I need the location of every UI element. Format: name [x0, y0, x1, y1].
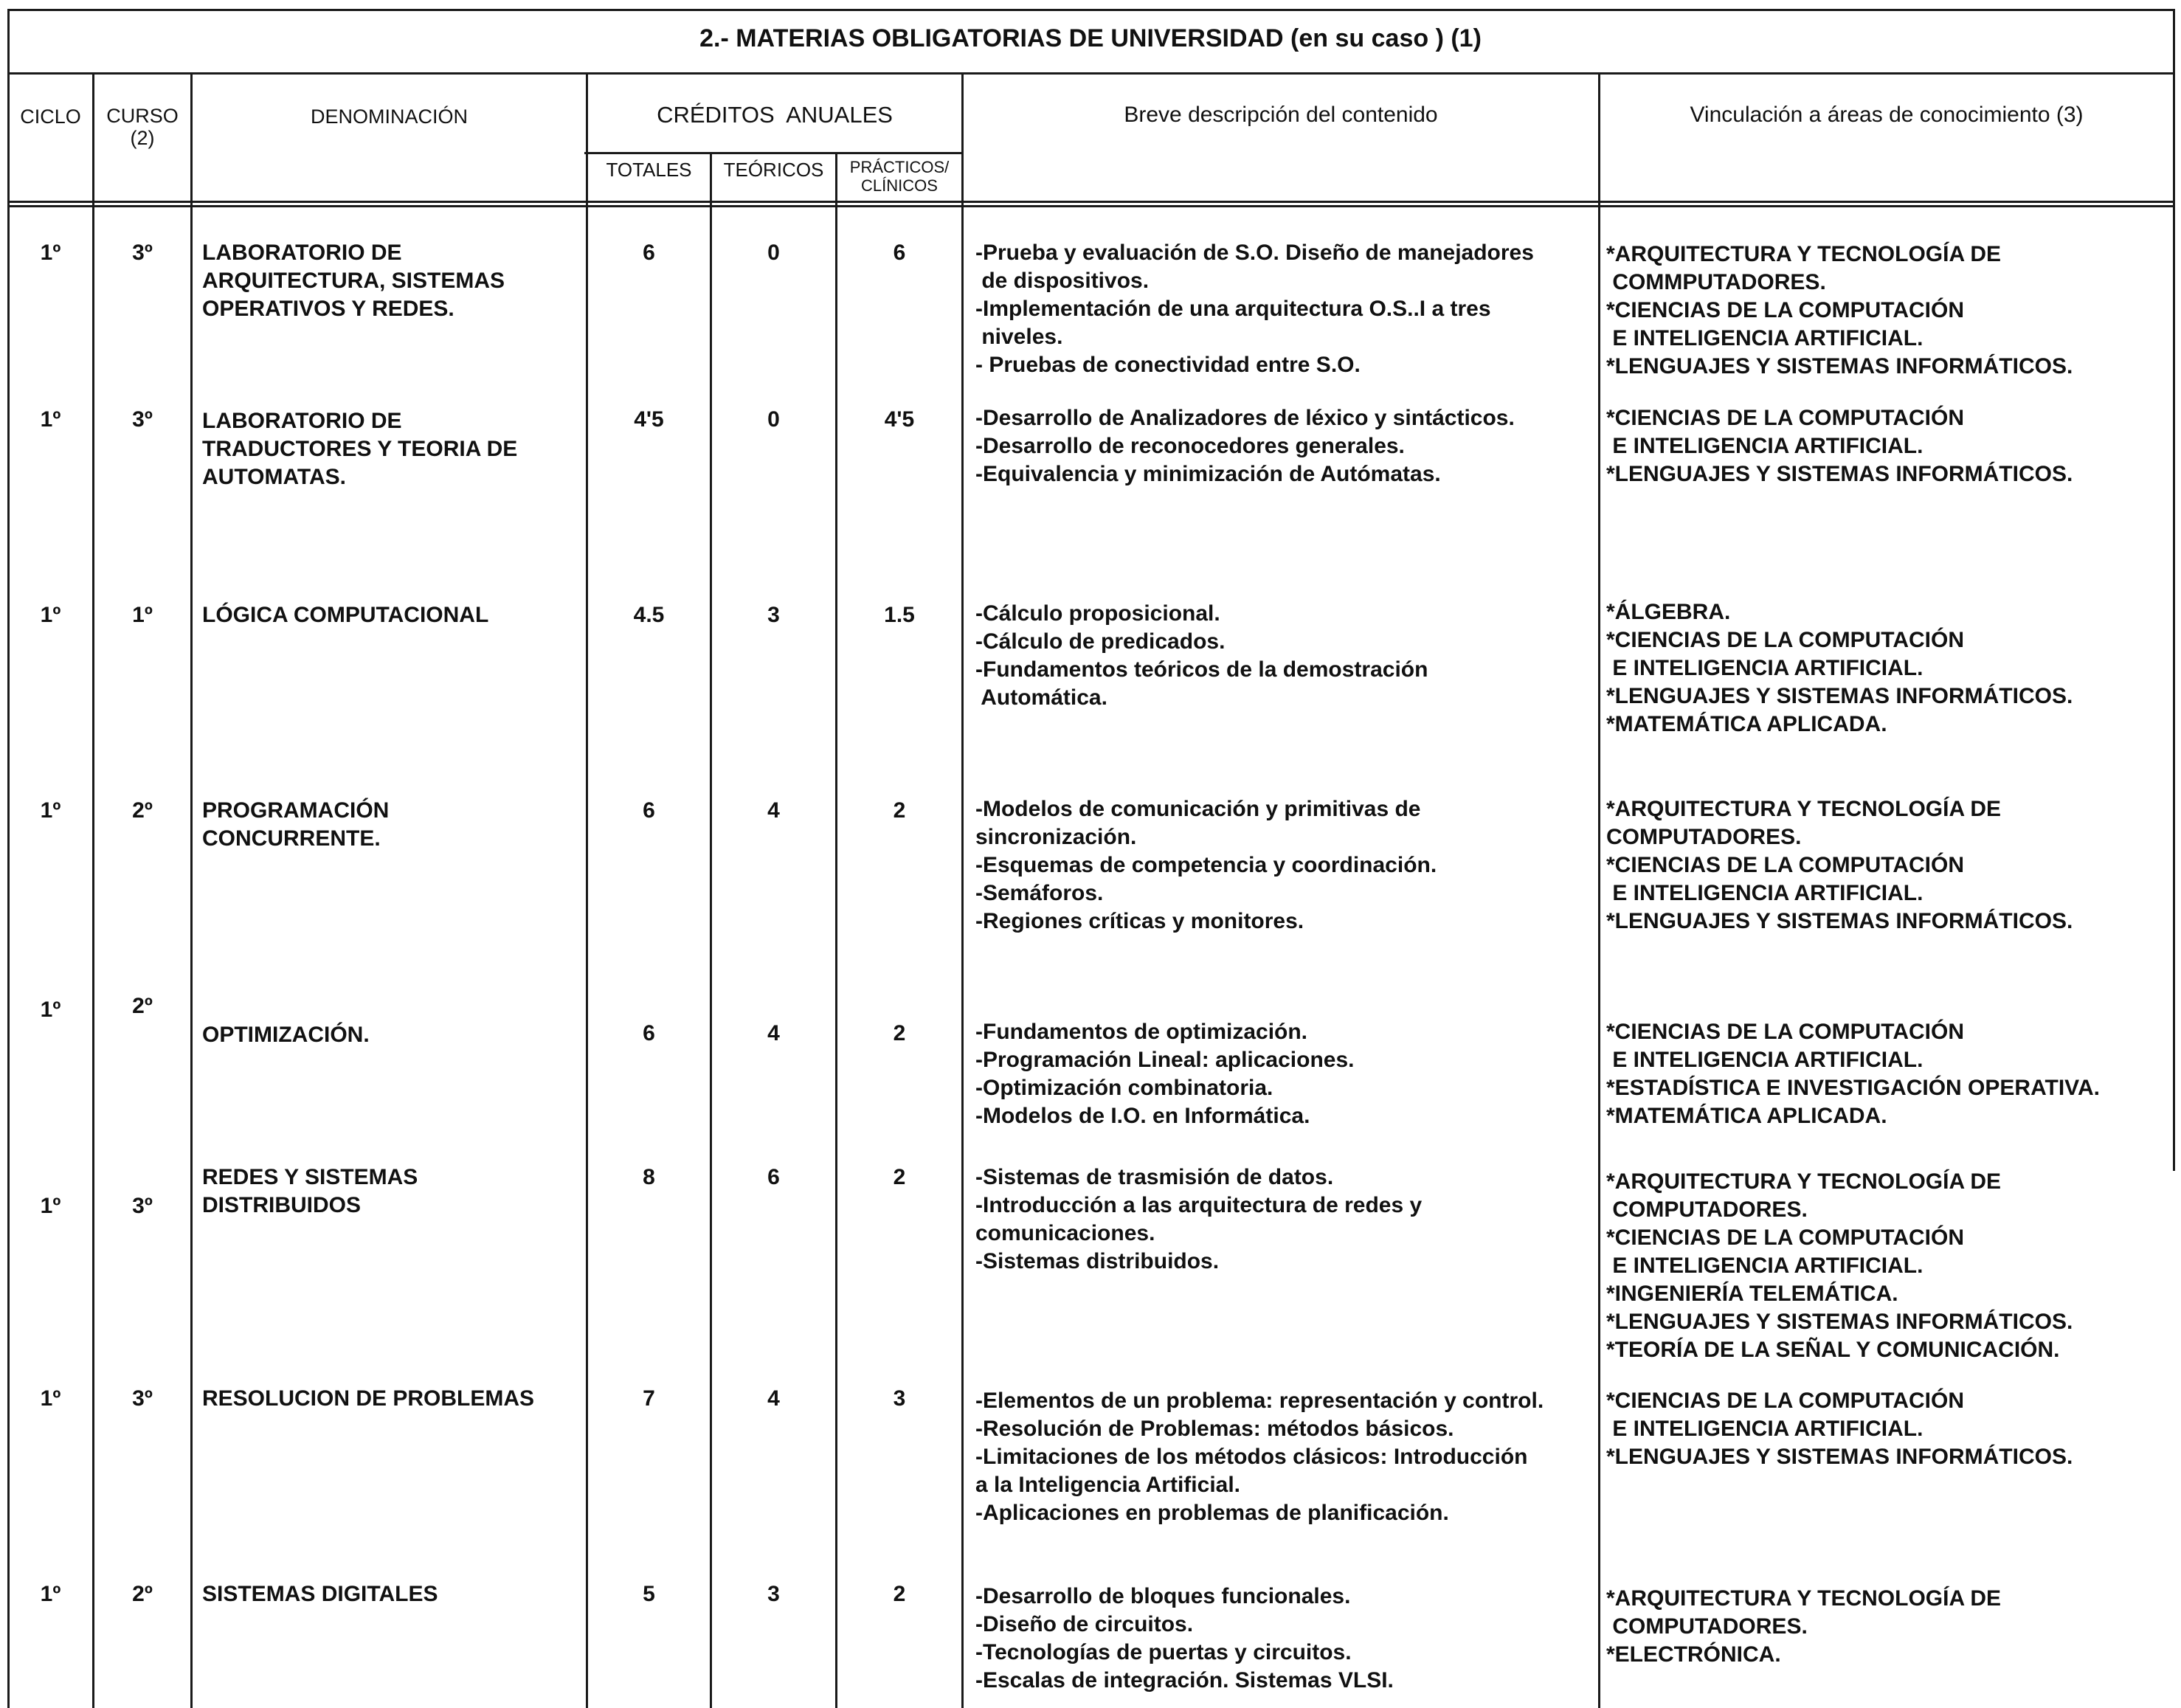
row-ciclo: 1º [40, 407, 61, 432]
header-descripcion: Breve descripción del contenido [1124, 103, 1438, 127]
row-totales: 6 [643, 1021, 655, 1045]
row-descripcion: -Cálculo proposicional. -Cálculo de predicados. -Fundamentos teóricos de la demostración Automática. [975, 601, 1428, 710]
col-divider-ciclo [92, 72, 94, 1708]
row-practicos: 2 [893, 1021, 906, 1045]
row-curso: 2º [132, 994, 153, 1018]
col-divider-practicos [961, 72, 964, 1708]
row-descripcion: -Desarrollo de Analizadores de léxico y sintácticos. -Desarrollo de reconocedores generales. -Equivalencia y minimización de Autómatas. [975, 406, 1515, 486]
row-practicos: 2 [893, 1582, 906, 1606]
row-denominacion: SISTEMAS DIGITALES [202, 1582, 438, 1606]
header-teoricos: TEÓRICOS [723, 159, 824, 181]
row-areas: *ARQUITECTURA Y TECNOLOGÍA DE COMPUTADORES. *CIENCIAS DE LA COMPUTACIÓN E INTELIGENCIA ARTIFICIAL. *LENGUAJES Y SISTEMAS INFORMÁTICOS. [1606, 797, 2073, 933]
row-teoricos: 6 [767, 1165, 780, 1189]
row-teoricos: 0 [767, 407, 780, 432]
row-teoricos: 4 [767, 1386, 780, 1411]
row-teoricos: 4 [767, 798, 780, 823]
col-divider-totales [710, 152, 712, 1708]
row-denominacion: PROGRAMACIÓN CONCURRENTE. [202, 798, 390, 851]
header-practicos: PRÁCTICOS/ CLÍNICOS [849, 158, 950, 195]
header-creditos-anuales: CRÉDITOS ANUALES [657, 102, 893, 128]
header-denominacion: DENOMINACIÓN [310, 106, 468, 128]
right-border [2173, 9, 2175, 1171]
row-curso: 3º [132, 241, 153, 265]
row-ciclo: 1º [40, 603, 61, 627]
row-areas: *CIENCIAS DE LA COMPUTACIÓN E INTELIGENCIA ARTIFICIAL. *LENGUAJES Y SISTEMAS INFORMÁTICOS. [1606, 1389, 2073, 1469]
row-descripcion: -Desarrollo de bloques funcionales. -Diseño de circuitos. -Tecnologías de puertas y circuitos. -Escalas de integración. Sistemas VLSI. [975, 1584, 1394, 1693]
row-areas: *ÁLGEBRA. *CIENCIAS DE LA COMPUTACIÓN E INTELIGENCIA ARTIFICIAL. *LENGUAJES Y SISTEMAS INFORMÁTICOS. *MATEMÁTICA APLICADA. [1606, 600, 2073, 736]
row-denominacion: REDES Y SISTEMAS DISTRIBUIDOS [202, 1165, 418, 1217]
row-areas: *ARQUITECTURA Y TECNOLOGÍA DE COMPUTADORES. *ELECTRÓNICA. [1606, 1586, 2002, 1667]
row-teoricos: 0 [767, 241, 780, 265]
row-curso: 2º [132, 798, 153, 823]
row-areas: *CIENCIAS DE LA COMPUTACIÓN E INTELIGENCIA ARTIFICIAL. *LENGUAJES Y SISTEMAS INFORMÁTICOS. [1606, 406, 2073, 486]
col-divider-descripcion [1598, 72, 1600, 1708]
row-totales: 4'5 [634, 407, 664, 432]
row-descripcion: -Fundamentos de optimización. -Programación Lineal: aplicaciones. -Optimización combinatoria. -Modelos de I.O. en Informática. [975, 1020, 1355, 1128]
row-totales: 8 [643, 1165, 655, 1189]
row-ciclo: 1º [40, 1386, 61, 1411]
row-denominacion: OPTIMIZACIÓN. [202, 1023, 370, 1047]
row-curso: 3º [132, 1194, 153, 1218]
header-bottom-border [7, 201, 2175, 203]
row-ciclo: 1º [40, 1194, 61, 1218]
row-denominacion: LABORATORIO DE ARQUITECTURA, SISTEMAS OPERATIVOS Y REDES. [202, 241, 505, 321]
row-descripcion: -Elementos de un problema: representación y control. -Resolución de Problemas: métodos básicos. -Limitaciones de los métodos clásicos: Introducción a la Inteligencia Artificial. -Aplicaciones en problemas de planificación. [975, 1389, 1544, 1525]
col-divider-curso [190, 72, 193, 1708]
row-curso: 1º [132, 603, 153, 627]
col-divider-teoricos [835, 152, 837, 1708]
table-top-border [7, 9, 2175, 11]
row-totales: 4.5 [633, 603, 665, 627]
title-bottom-border [7, 72, 2175, 75]
header-curso: CURSO (2) [106, 105, 179, 149]
row-ciclo: 1º [40, 1582, 61, 1606]
row-ciclo: 1º [40, 798, 61, 823]
row-denominacion: LÓGICA COMPUTACIONAL [202, 603, 489, 627]
row-ciclo: 1º [40, 241, 61, 265]
row-teoricos: 3 [767, 1582, 780, 1606]
row-denominacion: RESOLUCION DE PROBLEMAS [202, 1386, 535, 1411]
row-practicos: 2 [893, 798, 906, 823]
row-curso: 3º [132, 407, 153, 432]
row-descripcion: -Prueba y evaluación de S.O. Diseño de manejadores de dispositivos. -Implementación de una arquitectura O.S..I a tres niveles. - Pruebas de conectividad entre S.O. [975, 241, 1534, 377]
row-descripcion: -Modelos de comunicación y primitivas de sincronización. -Esquemas de competencia y coordinación. -Semáforos. -Regiones críticas y monitores. [975, 797, 1437, 933]
row-teoricos: 3 [767, 603, 780, 627]
row-practicos: 2 [893, 1165, 906, 1189]
row-areas: *ARQUITECTURA Y TECNOLOGÍA DE COMMPUTADORES. *CIENCIAS DE LA COMPUTACIÓN E INTELIGENCIA ARTIFICIAL. *LENGUAJES Y SISTEMAS INFORMÁTICOS. [1606, 242, 2073, 378]
row-totales: 5 [643, 1582, 655, 1606]
row-totales: 6 [643, 798, 655, 823]
subheader-divider [584, 152, 962, 154]
row-totales: 6 [643, 241, 655, 265]
row-curso: 2º [132, 1582, 153, 1606]
row-practicos: 6 [893, 241, 906, 265]
header-bottom-border-2 [7, 205, 2175, 207]
row-totales: 7 [643, 1386, 655, 1411]
header-totales: TOTALES [606, 159, 692, 181]
row-practicos: 1.5 [884, 603, 915, 627]
row-areas: *ARQUITECTURA Y TECNOLOGÍA DE COMPUTADORES. *CIENCIAS DE LA COMPUTACIÓN E INTELIGENCIA ARTIFICIAL. *INGENIERÍA TELEMÁTICA. *LENGUAJES Y SISTEMAS INFORMÁTICOS. *TEORÍA DE LA SEÑAL Y COMUNICACIÓN. [1606, 1169, 2073, 1362]
row-teoricos: 4 [767, 1021, 780, 1045]
row-descripcion: -Sistemas de trasmisión de datos. -Introducción a las arquitectura de redes y comunicaciones. -Sistemas distribuidos. [975, 1165, 1423, 1273]
row-denominacion: LABORATORIO DE TRADUCTORES Y TEORIA DE AUTOMATAS. [202, 409, 518, 489]
table-title: 2.- MATERIAS OBLIGATORIAS DE UNIVERSIDAD (en su caso ) (1) [699, 24, 1482, 52]
row-practicos: 4'5 [884, 407, 915, 432]
row-ciclo: 1º [40, 998, 61, 1022]
header-ciclo: CICLO [20, 106, 81, 128]
col-divider-denominacion [586, 72, 588, 1708]
row-curso: 3º [132, 1386, 153, 1411]
row-areas: *CIENCIAS DE LA COMPUTACIÓN E INTELIGENCIA ARTIFICIAL. *ESTADÍSTICA E INVESTIGACIÓN OPERATIVA. *MATEMÁTICA APLICADA. [1606, 1020, 2100, 1128]
header-vinculacion: Vinculación a áreas de conocimiento (3) [1690, 103, 2084, 127]
row-practicos: 3 [893, 1386, 906, 1411]
